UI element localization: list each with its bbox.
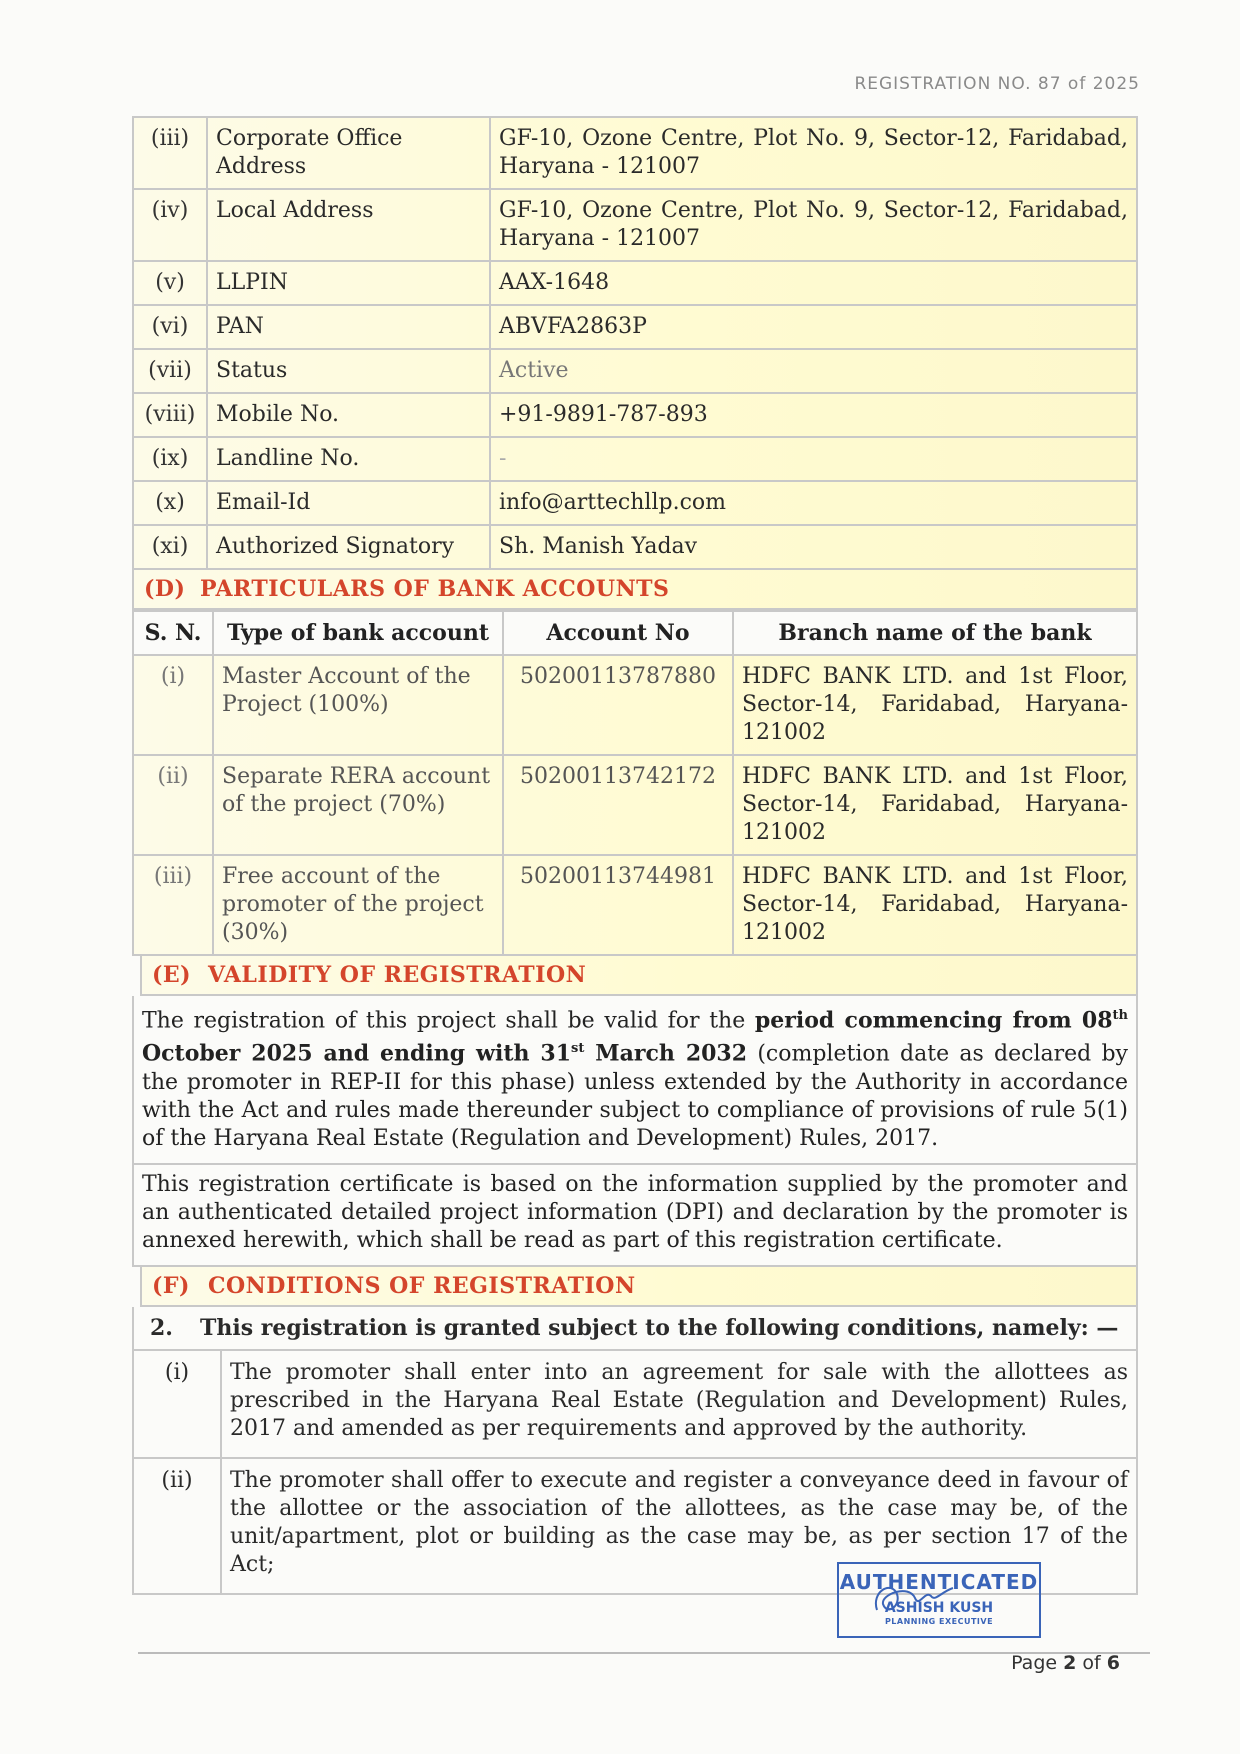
footer-divider — [138, 1652, 1150, 1654]
detail-row — [133, 437, 1137, 481]
detail-label: LLPIN — [207, 261, 490, 305]
detail-sn: (v) — [133, 261, 207, 305]
bank-type: Master Account of the Project (100%) — [213, 655, 503, 755]
validity-period-start: period commencing from 08 — [754, 1007, 1113, 1034]
detail-row — [133, 305, 1137, 349]
signature-icon — [869, 1572, 959, 1622]
detail-value: ABVFA2863P — [490, 305, 1137, 349]
promoter-details-table — [132, 116, 1138, 570]
conditions-heading — [132, 1307, 1138, 1351]
authentication-stamp — [837, 1562, 1041, 1638]
bank-table-header — [133, 611, 1137, 655]
section-f-heading — [140, 1267, 1138, 1307]
detail-row — [133, 349, 1137, 393]
section-code: (F) — [152, 1272, 190, 1299]
validity-text-start: The registration of this project shall be valid for the — [142, 1008, 755, 1034]
validity-period-end: October 2025 and ending with 31 — [142, 1040, 572, 1067]
bank-sn: (i) — [133, 655, 213, 755]
detail-label: Landline No. — [207, 437, 490, 481]
registration-number: REGISTRATION NO. 87 of 2025 — [854, 74, 1140, 94]
detail-label: Status — [207, 349, 490, 393]
bank-sn: (iii) — [133, 855, 213, 955]
detail-row — [133, 189, 1137, 261]
detail-value: AAX-1648 — [490, 261, 1137, 305]
conditions-heading-text: This registration is granted subject to the following conditions, namely: — — [200, 1314, 1119, 1341]
current-page: 2 — [1063, 1652, 1077, 1674]
bank-account-no: 50200113742172 — [503, 755, 733, 855]
validity-paragraph — [132, 996, 1138, 1165]
validity-text-end: (completion date as declared by the promoter in REP-II for this phase) unless extended by the Authority in accordance with the Act and rules made thereunder subject to compliance of provisions of rule 5(1) of the Haryana Real Estate (Regulation and Development) Rules, 2017. — [142, 1041, 1128, 1151]
detail-row — [133, 393, 1137, 437]
detail-label: Authorized Signatory — [207, 525, 490, 569]
detail-label: Email-Id — [207, 481, 490, 525]
bank-branch: HDFC BANK LTD. and 1st Floor, Sector-14, Faridabad, Haryana-121002 — [733, 755, 1137, 855]
detail-row — [133, 525, 1137, 569]
detail-sn: (xi) — [133, 525, 207, 569]
detail-label: Mobile No. — [207, 393, 490, 437]
condition-text: The promoter shall enter into an agreement for sale with the allottees as prescribed in the Haryana Real Estate (Regulation and Development) Rules, 2017 and amended as per requirements and approved by the authority. — [221, 1351, 1137, 1458]
superscript-st: st — [571, 1041, 585, 1057]
column-header: Branch name of the bank — [733, 611, 1137, 655]
bank-account-no: 50200113744981 — [503, 855, 733, 955]
detail-row — [133, 117, 1137, 189]
detail-value: GF-10, Ozone Centre, Plot No. 9, Sector-12, Faridabad, Haryana - 121007 — [490, 117, 1137, 189]
page-prefix: Page — [1011, 1652, 1064, 1674]
detail-sn: (viii) — [133, 393, 207, 437]
section-code: (E) — [152, 962, 192, 988]
detail-sn: (ix) — [133, 437, 207, 481]
detail-sn: (vi) — [133, 305, 207, 349]
section-e-heading — [140, 956, 1138, 996]
condition-number: 2. — [150, 1314, 173, 1341]
detail-label: Local Address — [207, 189, 490, 261]
detail-sn: (iii) — [133, 117, 207, 189]
stamp-title: AUTHENTICATED — [839, 1570, 1039, 1594]
column-header: S. N. — [133, 611, 213, 655]
section-code: (D) — [144, 576, 186, 602]
detail-value: - — [490, 437, 1137, 481]
column-header: Type of bank account — [213, 611, 503, 655]
page-number — [1000, 1652, 1120, 1674]
detail-value: GF-10, Ozone Centre, Plot No. 9, Sector-12, Faridabad, Haryana - 121007 — [490, 189, 1137, 261]
detail-value: Sh. Manish Yadav — [490, 525, 1137, 569]
condition-row — [133, 1351, 1137, 1458]
bank-branch: HDFC BANK LTD. and 1st Floor, Sector-14, Faridabad, Haryana-121002 — [733, 855, 1137, 955]
validity-period-month: March 2032 — [584, 1040, 748, 1067]
stamp-name: ASHISH KUSH — [884, 1600, 994, 1616]
detail-sn: (iv) — [133, 189, 207, 261]
bank-type: Separate RERA account of the project (70%) — [213, 755, 503, 855]
section-title: PARTICULARS OF BANK ACCOUNTS — [200, 576, 670, 602]
detail-value: Active — [490, 349, 1137, 393]
bank-accounts-table — [132, 610, 1138, 956]
bank-row — [133, 855, 1137, 955]
condition-sn: (ii) — [133, 1458, 221, 1594]
detail-value: info@arttechllp.com — [490, 481, 1137, 525]
detail-row — [133, 261, 1137, 305]
section-title: CONDITIONS OF REGISTRATION — [208, 1272, 636, 1299]
total-pages: 6 — [1106, 1652, 1120, 1674]
certificate-basis-paragraph: This registration certificate is based on the information supplied by the promoter and an authenticated detailed project information (DPI) and declaration by the promoter is annexed herewith, which shall be read as part of this registration certificate. — [132, 1165, 1138, 1267]
bank-branch: HDFC BANK LTD. and 1st Floor, Sector-14, Faridabad, Haryana-121002 — [733, 655, 1137, 755]
stamp-designation: PLANNING EXECUTIVE — [884, 1617, 994, 1626]
bank-row — [133, 755, 1137, 855]
promoter-details-block — [132, 116, 1138, 1595]
detail-value: +91-9891-787-893 — [490, 393, 1137, 437]
bank-type: Free account of the promoter of the project (30%) — [213, 855, 503, 955]
bank-sn: (ii) — [133, 755, 213, 855]
page-of: of — [1076, 1652, 1107, 1674]
column-header: Account No — [503, 611, 733, 655]
conditions-table — [132, 1351, 1138, 1595]
section-title: VALIDITY OF REGISTRATION — [208, 962, 587, 988]
detail-label: PAN — [207, 305, 490, 349]
superscript-th: th — [1112, 1008, 1128, 1023]
detail-sn: (x) — [133, 481, 207, 525]
condition-sn: (i) — [133, 1351, 221, 1458]
detail-label: Corporate Office Address — [207, 117, 490, 189]
bank-row — [133, 655, 1137, 755]
bank-account-no: 50200113787880 — [503, 655, 733, 755]
detail-sn: (vii) — [133, 349, 207, 393]
section-d-heading — [132, 570, 1138, 610]
condition-text: The promoter shall offer to execute and register a conveyance deed in favour of the allottee or the association of the allottees, as the case may be, of the unit/apartment, plot or building as the case may be, as per section 17 of the Act; — [221, 1458, 1137, 1594]
detail-row — [133, 481, 1137, 525]
